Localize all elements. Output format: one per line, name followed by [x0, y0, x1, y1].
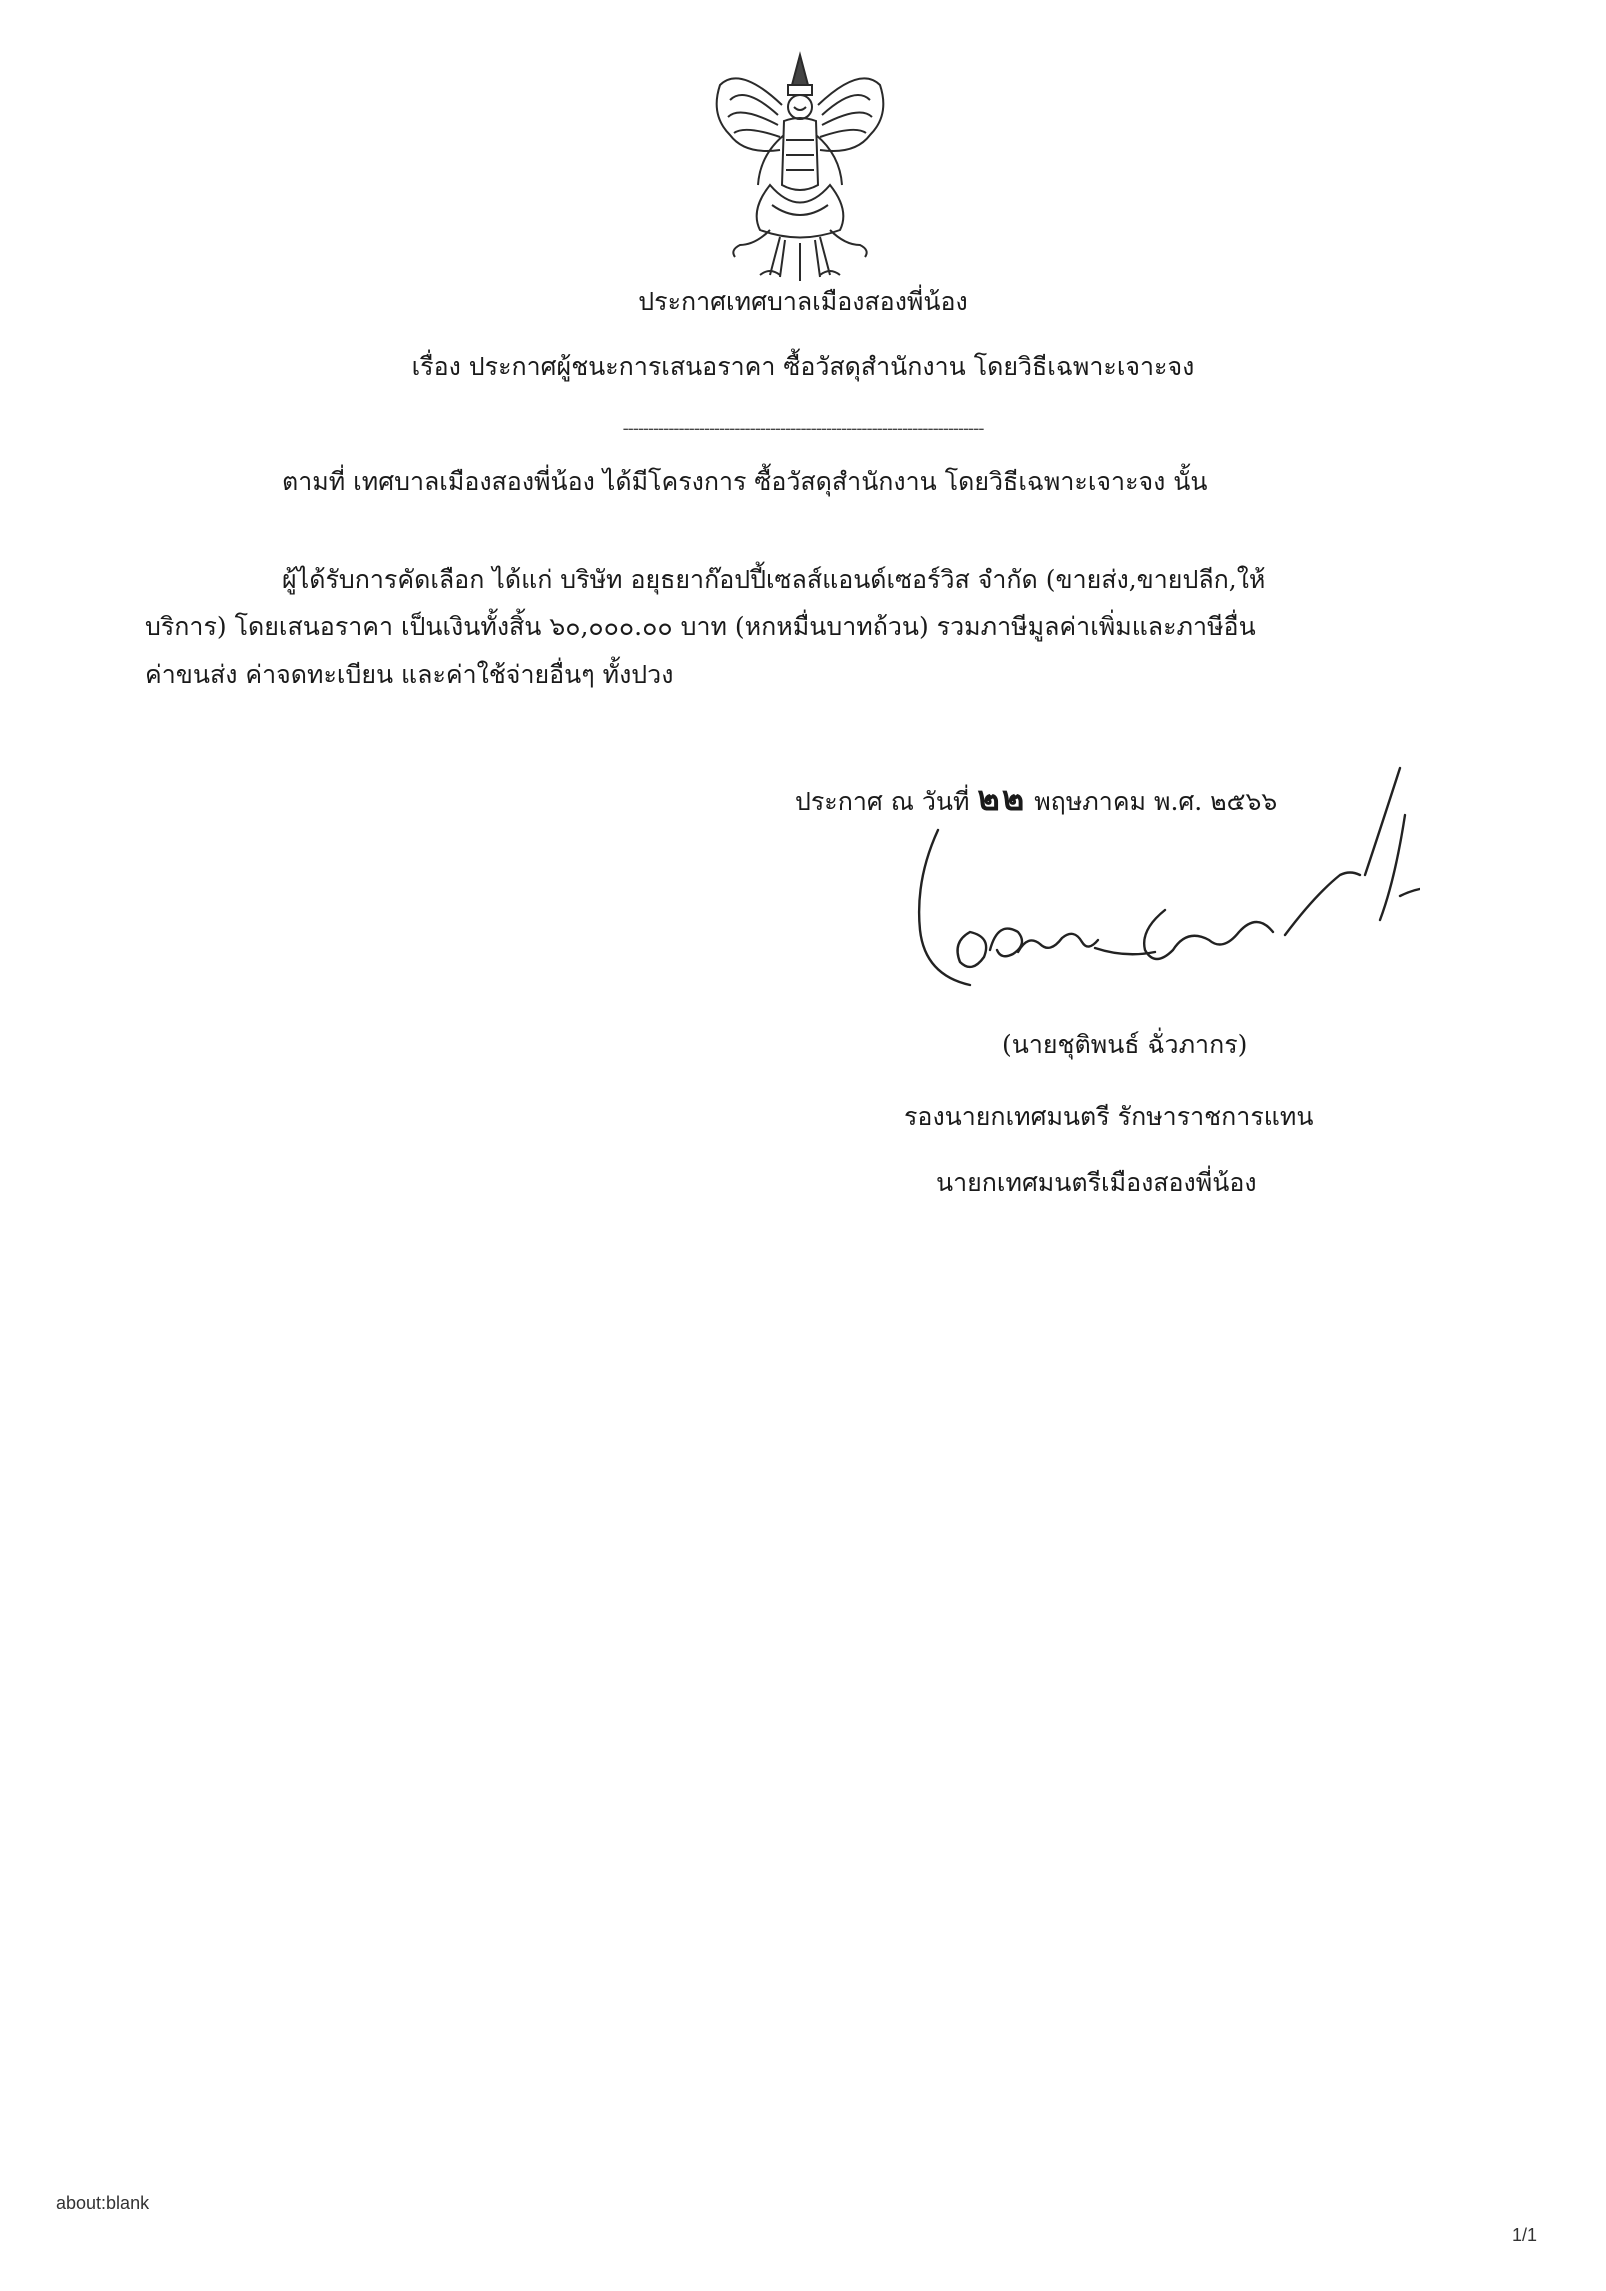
body-line-2: ผู้ได้รับการคัดเลือก ได้แก่ บริษัท อยุธยาก๊อปปี้เซลส์แอนด์เซอร์วิส จำกัด (ขายส่ง,ขายปลีก,ให้	[282, 565, 1266, 594]
signer-position-1: รองนายกเทศมนตรี รักษาราชการแทน	[904, 1102, 1314, 1131]
footer-page-number: 1/1	[1512, 2225, 1538, 2245]
handwritten-signature	[860, 760, 1420, 1010]
body-line-1: ตามที่ เทศบาลเมืองสองพี่น้อง ได้มีโครงการ ซื้อวัสดุสำนักงาน โดยวิธีเฉพาะเจาะจง นั้น	[282, 467, 1208, 496]
document-subject: เรื่อง ประกาศผู้ชนะการเสนอราคา ซื้อวัสดุสำนักงาน โดยวิธีเฉพาะเจาะจง	[411, 352, 1195, 381]
date-day: ๒๒	[977, 779, 1027, 819]
body-line-4: ค่าขนส่ง ค่าจดทะเบียน และค่าใช้จ่ายอื่นๆ ทั้งปวง	[145, 660, 674, 689]
date-prefix: ประกาศ ณ วันที่	[795, 787, 970, 816]
date-suffix: พฤษภาคม พ.ศ. ๒๕๖๖	[1034, 787, 1278, 816]
body-line-3: บริการ) โดยเสนอราคา เป็นเงินทั้งสิ้น ๖๐,๐๐๐.๐๐ บาท (หกหมื่นบาทถ้วน) รวมภาษีมูลค่าเพิ่มและภาษีอื่น	[145, 612, 1256, 641]
garuda-emblem-icon	[700, 45, 900, 285]
signer-position-2: นายกเทศมนตรีเมืองสองพี่น้อง	[936, 1168, 1257, 1197]
divider-line: -----------------------------------------------------------------------	[622, 418, 984, 439]
footer-url: about:blank	[56, 2193, 150, 2213]
document-title: ประกาศเทศบาลเมืองสองพี่น้อง	[638, 287, 968, 316]
signer-name: (นายชุติพนธ์ ฉั่วภากร)	[1002, 1030, 1248, 1059]
